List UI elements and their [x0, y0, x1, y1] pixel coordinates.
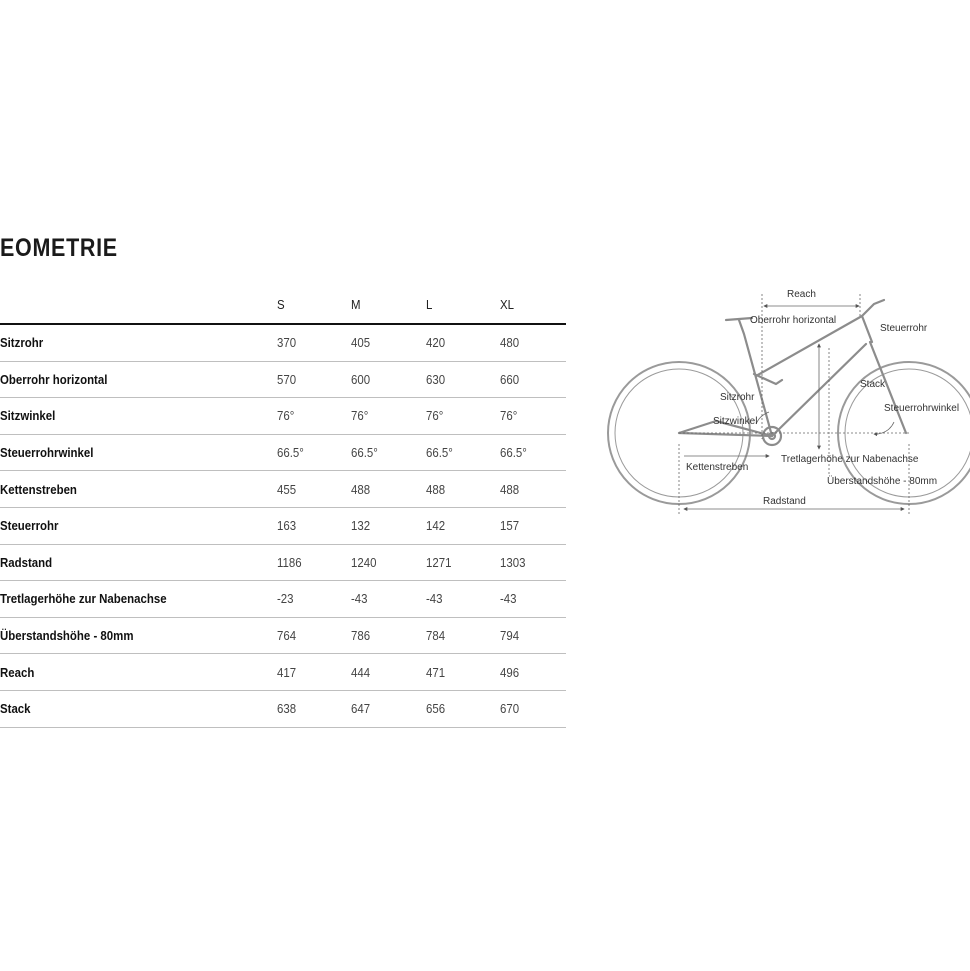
- value-s: 417: [277, 654, 351, 691]
- table-row: [0, 654, 566, 691]
- label-oberrohr: Oberrohr horizontal: [750, 315, 837, 326]
- value-s: 163: [277, 507, 351, 544]
- header-size-s: S: [277, 286, 351, 324]
- value-l: -43: [426, 581, 500, 618]
- table-row: [0, 544, 566, 581]
- value-s: 638: [277, 690, 351, 727]
- value-xl: 488: [500, 471, 566, 508]
- value-m: 647: [351, 690, 426, 727]
- row-label: Tretlagerhöhe zur Nabenachse: [0, 581, 277, 618]
- header-size-xl: XL: [500, 286, 566, 324]
- value-m: 444: [351, 654, 426, 691]
- row-label: Radstand: [0, 544, 277, 581]
- label-tretlager: Tretlagerhöhe zur Nabenachse: [781, 454, 919, 465]
- value-xl: 66.5°: [500, 434, 566, 471]
- row-label: Überstandshöhe - 80mm: [0, 617, 277, 654]
- dimension-labels: [686, 289, 959, 507]
- table-row: [0, 398, 566, 435]
- value-l: 784: [426, 617, 500, 654]
- value-xl: 670: [500, 690, 566, 727]
- value-s: 570: [277, 361, 351, 398]
- row-label: Reach: [0, 654, 277, 691]
- value-m: 1240: [351, 544, 426, 581]
- value-s: 66.5°: [277, 434, 351, 471]
- value-l: 420: [426, 324, 500, 361]
- value-s: 370: [277, 324, 351, 361]
- label-sitzrohr: Sitzrohr: [720, 392, 755, 403]
- label-steuerrohrwinkel: Steuerrohrwinkel: [884, 403, 960, 414]
- value-m: 600: [351, 361, 426, 398]
- value-l: 76°: [426, 398, 500, 435]
- value-xl: 157: [500, 507, 566, 544]
- value-m: 488: [351, 471, 426, 508]
- value-xl: 76°: [500, 398, 566, 435]
- value-s: 455: [277, 471, 351, 508]
- value-l: 1271: [426, 544, 500, 581]
- value-m: -43: [351, 581, 426, 618]
- row-label: Sitzrohr: [0, 324, 277, 361]
- label-ueberstand: Überstandshöhe - 80mm: [827, 476, 938, 487]
- value-m: 66.5°: [351, 434, 426, 471]
- value-xl: 1303: [500, 544, 566, 581]
- table-row: [0, 361, 566, 398]
- value-xl: -43: [500, 581, 566, 618]
- label-reach: Reach: [787, 289, 816, 300]
- table-row: [0, 507, 566, 544]
- value-s: -23: [277, 581, 351, 618]
- geometry-table: [0, 286, 566, 728]
- table-row: [0, 434, 566, 471]
- label-kettenstreben: Kettenstreben: [686, 462, 749, 473]
- value-l: 142: [426, 507, 500, 544]
- bike-geometry-diagram: [604, 284, 970, 516]
- header-size-l: L: [426, 286, 500, 324]
- value-xl: 794: [500, 617, 566, 654]
- value-l: 66.5°: [426, 434, 500, 471]
- value-l: 656: [426, 690, 500, 727]
- table-row: [0, 581, 566, 618]
- value-m: 132: [351, 507, 426, 544]
- value-s: 76°: [277, 398, 351, 435]
- label-radstand: Radstand: [763, 496, 806, 507]
- page-title: EOMETRIE: [0, 234, 118, 262]
- row-label: Oberrohr horizontal: [0, 361, 277, 398]
- table-header-row: [0, 286, 566, 324]
- row-label: Sitzwinkel: [0, 398, 277, 435]
- row-label: Stack: [0, 690, 277, 727]
- value-m: 76°: [351, 398, 426, 435]
- row-label: Steuerrohr: [0, 507, 277, 544]
- header-size-m: M: [351, 286, 426, 324]
- table-row: [0, 617, 566, 654]
- label-sitzwinkel: Sitzwinkel: [713, 416, 758, 427]
- value-l: 630: [426, 361, 500, 398]
- value-l: 471: [426, 654, 500, 691]
- label-stack: Stack: [860, 379, 886, 390]
- value-s: 764: [277, 617, 351, 654]
- table-row: [0, 324, 566, 361]
- row-label: Kettenstreben: [0, 471, 277, 508]
- table-row: [0, 690, 566, 727]
- value-m: 405: [351, 324, 426, 361]
- table-row: [0, 471, 566, 508]
- value-xl: 660: [500, 361, 566, 398]
- value-xl: 480: [500, 324, 566, 361]
- value-l: 488: [426, 471, 500, 508]
- row-label: Steuerrohrwinkel: [0, 434, 277, 471]
- value-m: 786: [351, 617, 426, 654]
- value-xl: 496: [500, 654, 566, 691]
- label-steuerrohr: Steuerrohr: [880, 323, 928, 334]
- header-label-cell: [0, 286, 277, 324]
- value-s: 1186: [277, 544, 351, 581]
